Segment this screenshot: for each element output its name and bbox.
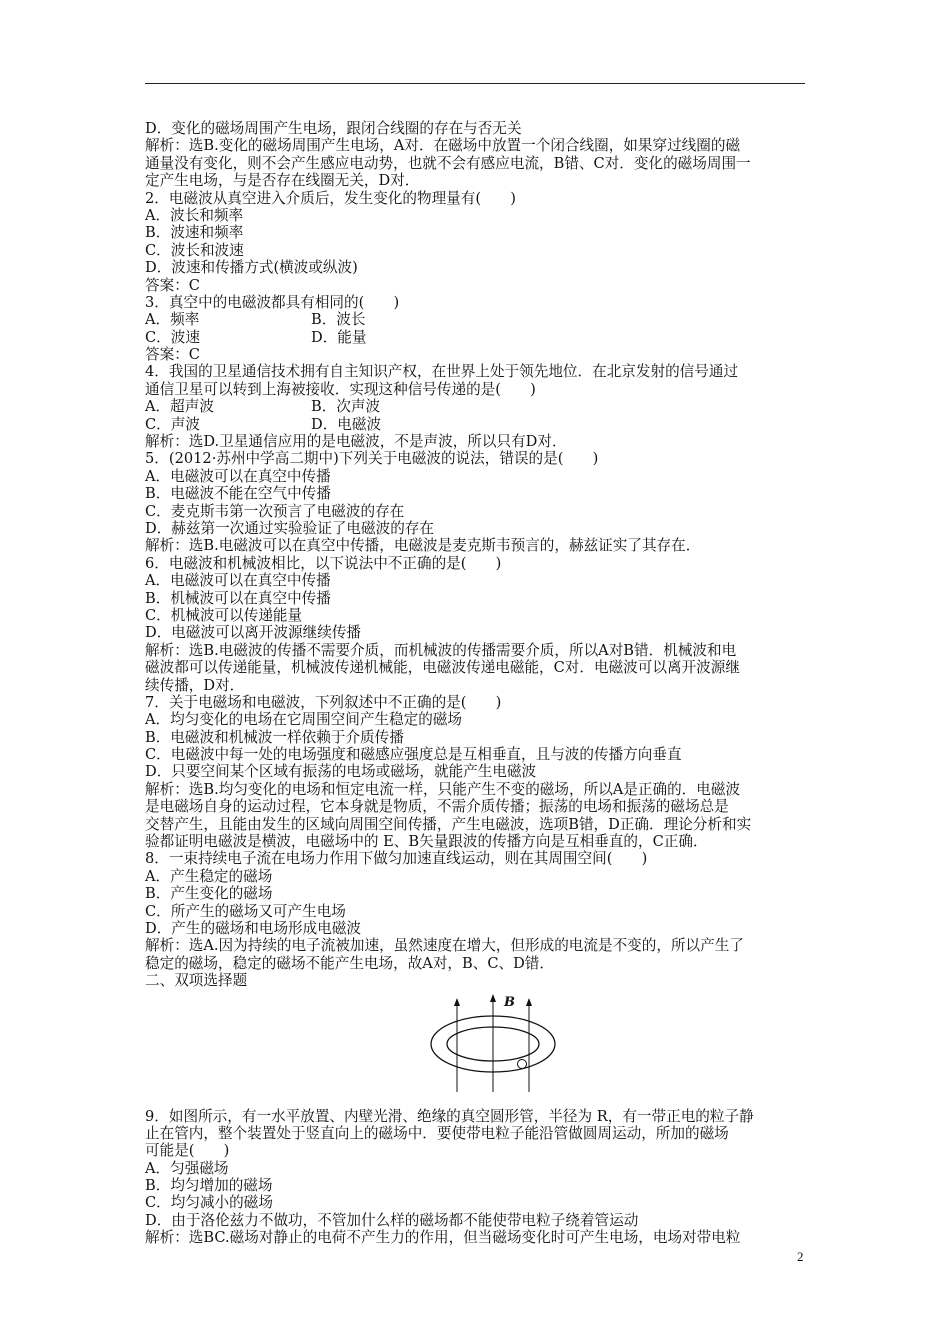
option-row — [145, 398, 810, 415]
tube-figure — [145, 990, 810, 1108]
text-line: 答案：C — [145, 346, 200, 364]
text-line: D．波速和传播方式(横波或纵波) — [145, 259, 358, 277]
text-line: 答案：C — [145, 276, 200, 294]
text-line: 是电磁场自身的运动过程，它本身就是物质，不需介质传播；振荡的电场和振荡的磁场总是 — [145, 798, 729, 816]
text-line: 5．(2012·苏州中学高二期中)下列关于电磁波的说法，错误的是( ) — [145, 450, 599, 468]
text-line: 止在管内，整个装置处于竖直向上的磁场中．要使带电粒子能沿管做圆周运动，所加的磁场 — [145, 1124, 729, 1142]
text-line: B．电磁波不能在空气中传播 — [145, 485, 331, 503]
text-line: 验都证明电磁波是横波，电磁场中的 E、B矢量跟波的传播方向是互相垂直的，C正确． — [145, 833, 708, 851]
text-line: 解析：选B.均匀变化的电场和恒定电流一样，只能产生不变的磁场，所以A是正确的．电磁波 — [145, 780, 741, 798]
text-line: B．机械波可以在真空中传播 — [145, 589, 331, 607]
page-number: 2 — [797, 1249, 804, 1264]
field-arrow-right — [526, 998, 532, 1006]
text-line: 6．电磁波和机械波相比，以下说法中不正确的是( ) — [145, 554, 502, 572]
q4-options — [145, 398, 810, 433]
option-item: D．电磁波 — [311, 415, 382, 433]
text-line: 解析：选A.因为持续的电子流被加速，虽然速度在增大，但形成的电流是不变的，所以产生了 — [145, 937, 744, 955]
text-line: 解析：选D.卫星通信应用的是电磁波，不是声波，所以只有D对． — [145, 433, 567, 451]
text-line: 磁波都可以传递能量，机械波传递机械能，电磁波传递电磁能，C对．电磁波可以离开波源继 — [145, 659, 740, 677]
q3-options — [145, 311, 810, 346]
field-label: B — [504, 994, 515, 1010]
option-item: C．波速 — [145, 328, 200, 346]
text-line: B．均匀增加的磁场 — [145, 1177, 273, 1195]
text-line: 二、双项选择题 — [145, 972, 248, 990]
text-line: 通信卫星可以转到上海被接收．实现这种信号传递的是( ) — [145, 380, 536, 398]
text-line: D．产生的磁场和电场形成电磁波 — [145, 919, 362, 937]
header-rule — [145, 83, 805, 84]
field-arrow-middle — [490, 994, 496, 1002]
text-line: 解析：选B.变化的磁场周围产生电场，A对．在磁场中放置一个闭合线圈，如果穿过线圈的磁 — [145, 137, 741, 155]
option-row — [145, 416, 810, 433]
text-line: D．只要空间某个区域有振荡的电场或磁场，就能产生电磁波 — [145, 763, 537, 781]
text-line: C．机械波可以传递能量 — [145, 606, 303, 624]
text-line: A．电磁波可以在真空中传播 — [145, 467, 331, 485]
text-line: C．均匀减小的磁场 — [145, 1194, 273, 1212]
text-line: 解析：选B.电磁波可以在真空中传播，电磁波是麦克斯韦预言的，赫兹证实了其存在． — [145, 537, 701, 555]
text-line: 4．我国的卫星通信技术拥有自主知识产权，在世界上处于领先地位．在北京发射的信号通过 — [145, 363, 739, 381]
text-block-a — [145, 120, 810, 311]
text-line: 续传播，D对． — [145, 676, 245, 694]
text-line: A．产生稳定的磁场 — [145, 867, 273, 885]
option-item: A．超声波 — [145, 398, 214, 416]
text-line: C．所产生的磁场又可产生电场 — [145, 902, 346, 920]
text-line: B．电磁波和机械波一样依赖于介质传播 — [145, 728, 404, 746]
option-row — [145, 329, 810, 346]
text-line: C．电磁波中每一处的电场强度和磁感应强度总是互相垂直，且与波的传播方向垂直 — [145, 746, 682, 764]
text-line: 2．电磁波从真空进入介质后，发生变化的物理量有( ) — [145, 189, 516, 207]
text-line: D．变化的磁场周围产生电场，跟闭合线圈的存在与否无关 — [145, 120, 522, 137]
text-line: 解析：选B.电磁波的传播不需要介质，而机械波的传播需要介质，所以A对B错．机械波和电 — [145, 641, 737, 659]
text-line: B．产生变化的磁场 — [145, 885, 273, 903]
text-line: 定产生电场，与是否存在线圈无关，D对． — [145, 172, 420, 190]
option-item: A．频率 — [145, 311, 200, 329]
option-item: C．声波 — [145, 415, 200, 433]
text-line: C．波长和波速 — [145, 241, 244, 259]
text-line: A．匀强磁场 — [145, 1159, 229, 1177]
text-line: 解析：选BC.磁场对静止的电荷不产生力的作用，但当磁场变化时可产生电场，电场对带电粒 — [145, 1229, 741, 1247]
option-item: D．能量 — [311, 328, 367, 346]
charged-particle — [518, 1059, 527, 1068]
text-line: 交替产生，且能由发生的区域向周围空间传播，产生电磁波，选项B错，D正确．理论分析和实 — [145, 815, 752, 833]
text-line: B．波速和频率 — [145, 224, 244, 242]
field-arrow-left — [454, 998, 460, 1006]
text-line: D．赫兹第一次通过实验验证了电磁波的存在 — [145, 519, 434, 537]
text-line: 稳定的磁场，稳定的磁场不能产生电场，故A对，B、C、D错． — [145, 954, 554, 972]
text-line: A．均匀变化的电场在它周围空间产生稳定的磁场 — [145, 711, 463, 729]
text-line: 可能是( ) — [145, 1142, 230, 1160]
text-line: D．电磁波可以离开波源继续传播 — [145, 624, 362, 642]
text-block-d — [145, 1108, 810, 1247]
text-line: D．由于洛伦兹力不做功，不管加什么样的磁场都不能使带电粒子绕着管运动 — [145, 1211, 639, 1229]
text-block-c — [145, 433, 810, 990]
option-item: B．波长 — [311, 311, 366, 329]
text-line: C．麦克斯韦第一次预言了电磁波的存在 — [145, 502, 405, 520]
text-line: A．波长和频率 — [145, 206, 244, 224]
text-line: 8．一束持续电子流在电场力作用下做匀加速直线运动，则在其周围空间( ) — [145, 850, 648, 868]
text-line: 7．关于电磁场和电磁波，下列叙述中不正确的是( ) — [145, 693, 502, 711]
text-block-b — [145, 346, 810, 398]
option-row — [145, 311, 810, 328]
text-line: 3．真空中的电磁波都具有相同的( ) — [145, 293, 400, 311]
text-line: A．电磁波可以在真空中传播 — [145, 572, 331, 590]
option-item: B．次声波 — [311, 398, 381, 416]
page-content — [145, 120, 810, 1247]
text-line: 通量没有变化，则不会产生感应电动势，也就不会有感应电流，B错、C对．变化的磁场周围一 — [145, 154, 751, 172]
text-line: 9．如图所示，有一水平放置、内壁光滑、绝缘的真空圆形管，半径为 R，有一带正电的粒子静 — [145, 1107, 754, 1125]
circular-tube-diagram — [425, 992, 575, 1102]
